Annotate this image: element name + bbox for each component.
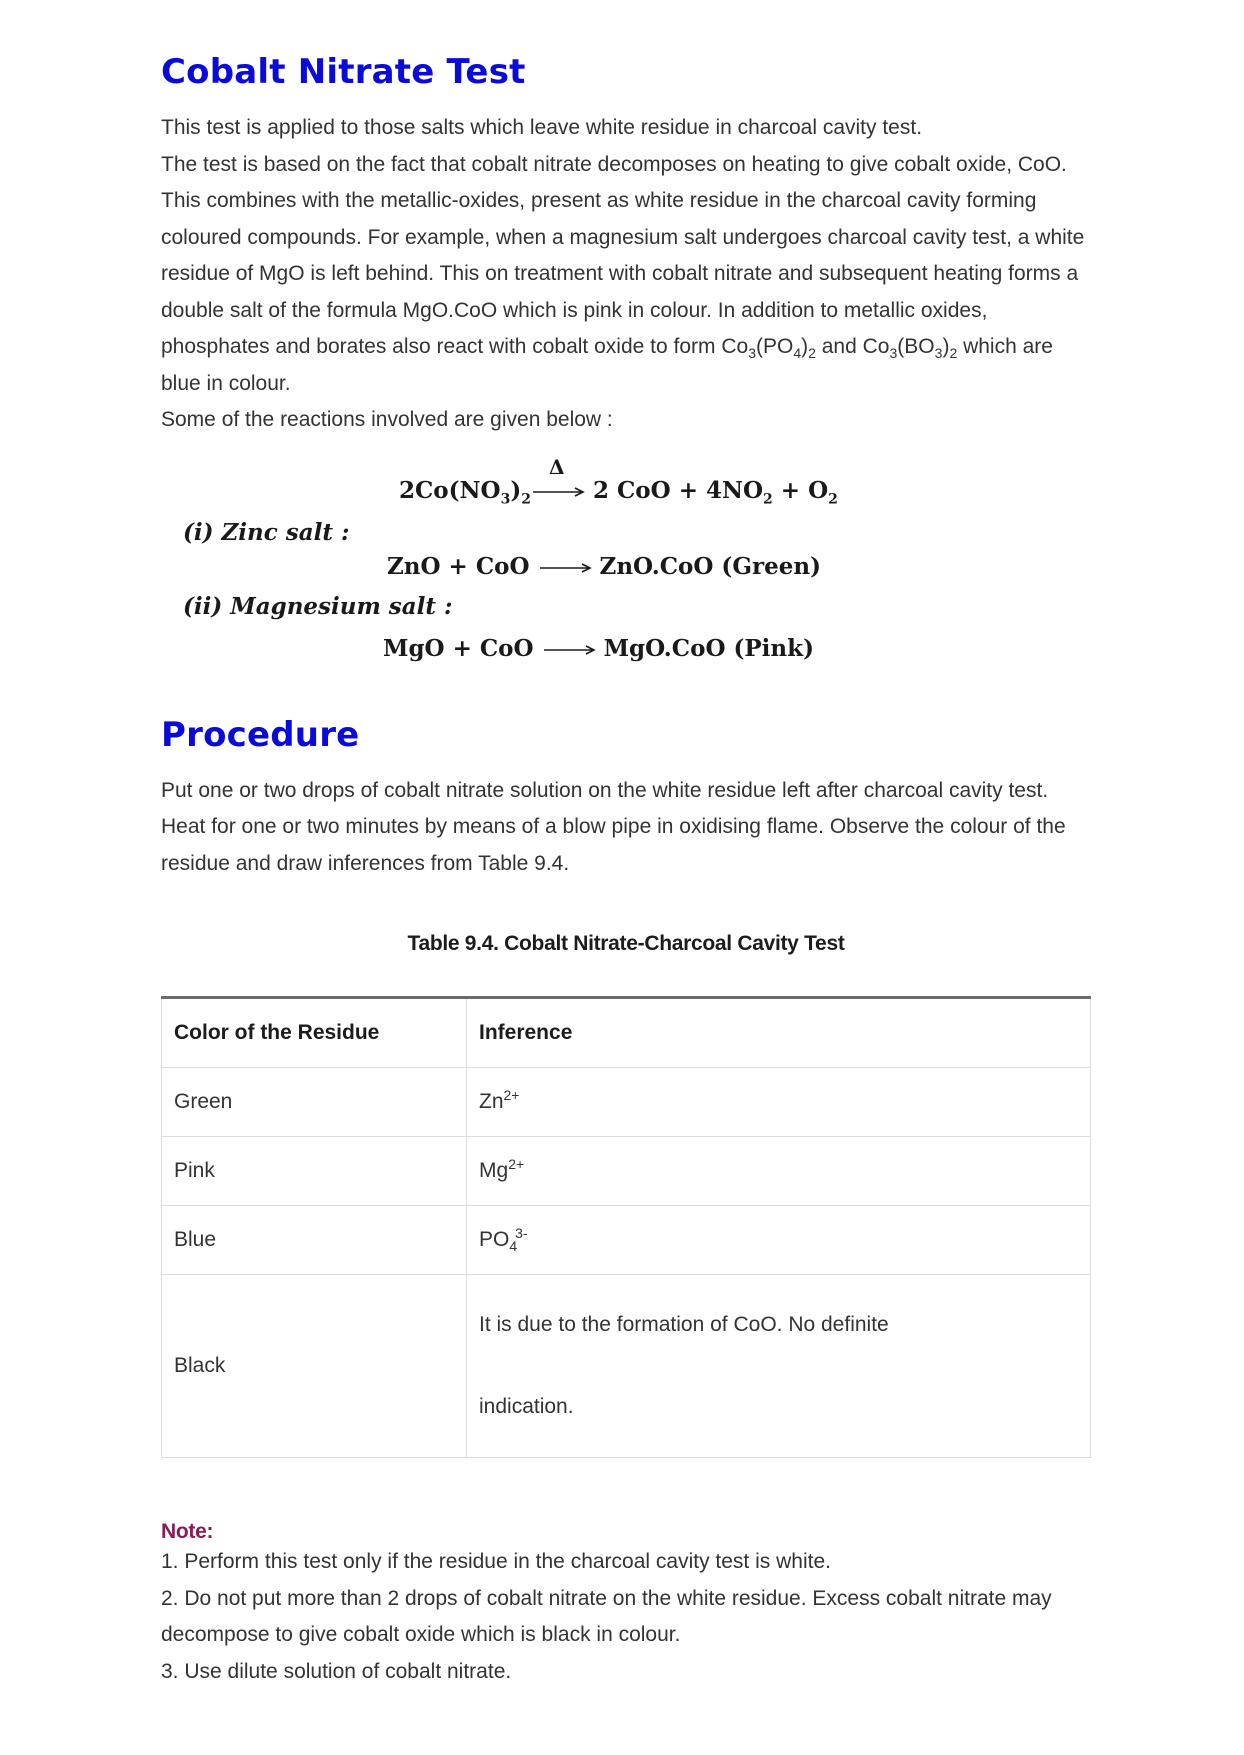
note-item: 2. Do not put more than 2 drops of cobalt nitrate on the white residue. Excess cobalt nitrate may decompose to give cobalt oxide which is black in colour. <box>161 1586 1052 1646</box>
magnesium-salt-label: (ii) Magnesium salt : <box>183 592 453 620</box>
cell-color: Green <box>162 1068 467 1137</box>
explanation-text: The test is based on the fact that cobalt nitrate decomposes on heating to give cobalt oxide, CoO. This combines with the metallic-oxides, present as white residue in the charcoal cavity forming coloured compounds. For example, when a magnesium salt undergoes charcoal cavity test, a white residue of MgO is left behind. This on treatment with cobalt nitrate and subsequent heating forms a double salt of the formula MgO.CoO which is pink in colour. In addition to metallic oxides, phosphates and borates also react with cobalt oxide to form <box>161 152 1085 358</box>
note-heading: Note: <box>161 1520 214 1543</box>
magnesium-equation: MgO + CoO MgO.CoO (Pink) <box>383 634 814 662</box>
reactions-intro: Some of the reactions involved are given below : <box>161 408 613 431</box>
table-row <box>162 1068 1091 1137</box>
cell-color: Black <box>162 1275 467 1458</box>
inference-line-2: indication. <box>479 1395 574 1418</box>
reaction-arrow <box>538 553 592 580</box>
formula-cobalt-borate: $Co_3(BO_3)_2$ <box>862 335 958 362</box>
cell-color: Pink <box>162 1137 467 1206</box>
cell-inference: $Zn^{2+}$ <box>467 1068 1091 1137</box>
reaction-arrow <box>542 635 596 662</box>
inference-line-1: It is due to the formation of CoO. No definite <box>479 1313 889 1336</box>
note-item: 1. Perform this test only if the residue in the charcoal cavity test is white. <box>161 1550 831 1573</box>
section-title-cobalt-nitrate-test: Cobalt Nitrate Test <box>161 52 526 92</box>
table-caption: Table 9.4. Cobalt Nitrate-Charcoal Cavity Test <box>407 932 845 955</box>
content <box>161 52 1091 1690</box>
note-item: 3. Use dilute solution of cobalt nitrate. <box>161 1659 512 1683</box>
explanation-paragraph: The test is based on the fact that cobalt nitrate decomposes on heating to give cobalt oxide, CoO. This combines with the metallic-oxides, present as white residue in the charcoal cavity forming coloured compounds. For example, when a magnesium salt undergoes charcoal cavity test, a white residue of MgO is left behind. This on treatment with cobalt nitrate and subsequent heating forms a double salt of the formula MgO.CoO which is pink in colour. In addition to metallic oxides, phosphates and borates also react with cobalt oxide to form $Co_3(PO_4)_2$ and $Co_3(BO_3)_2$ which are blue in colour. <box>161 152 1085 395</box>
cell-color: Blue <box>162 1206 467 1275</box>
header-color: Color of the Residue <box>162 998 467 1068</box>
procedure-paragraph: Put one or two drops of cobalt nitrate solution on the white residue left after charcoal cavity test. Heat for one or two minutes by means of a blow pipe in oxidising flame. Observe the colour of the residue and draw inferences from Table 9.4. <box>161 778 1066 875</box>
cell-inference: $PO_4^{3-}$ <box>467 1206 1091 1275</box>
zinc-equation: ZnO + CoO ZnO.CoO (Green) <box>387 552 821 580</box>
inference-table <box>161 996 1091 1458</box>
cell-inference <box>467 1275 1091 1458</box>
table-header-row <box>162 998 1091 1068</box>
decomposition-equation: $2Co(NO_3)_2$ Δ 2 CoO + $4NO_2 + O_2$ <box>399 454 838 508</box>
cell-inference: $Mg^{2+}$ <box>467 1137 1091 1206</box>
note-list <box>161 1544 1091 1690</box>
table-row <box>162 1206 1091 1275</box>
formula-cobalt-phosphate: $Co_3(PO_4)_2$ <box>721 335 816 362</box>
table-row <box>162 1137 1091 1206</box>
heat-arrow <box>531 454 585 504</box>
explanation-text-end: which are blue in colour. <box>161 335 1053 395</box>
reaction-equations <box>161 454 1091 682</box>
table-row <box>162 1275 1091 1458</box>
header-inference: Inference <box>467 998 1091 1068</box>
heat-symbol: Δ <box>548 454 565 479</box>
section-title-procedure: Procedure <box>161 714 360 755</box>
intro-paragraph: This test is applied to those salts which leave white residue in charcoal cavity test. <box>161 116 923 139</box>
zinc-salt-label: (i) Zinc salt : <box>183 518 350 546</box>
